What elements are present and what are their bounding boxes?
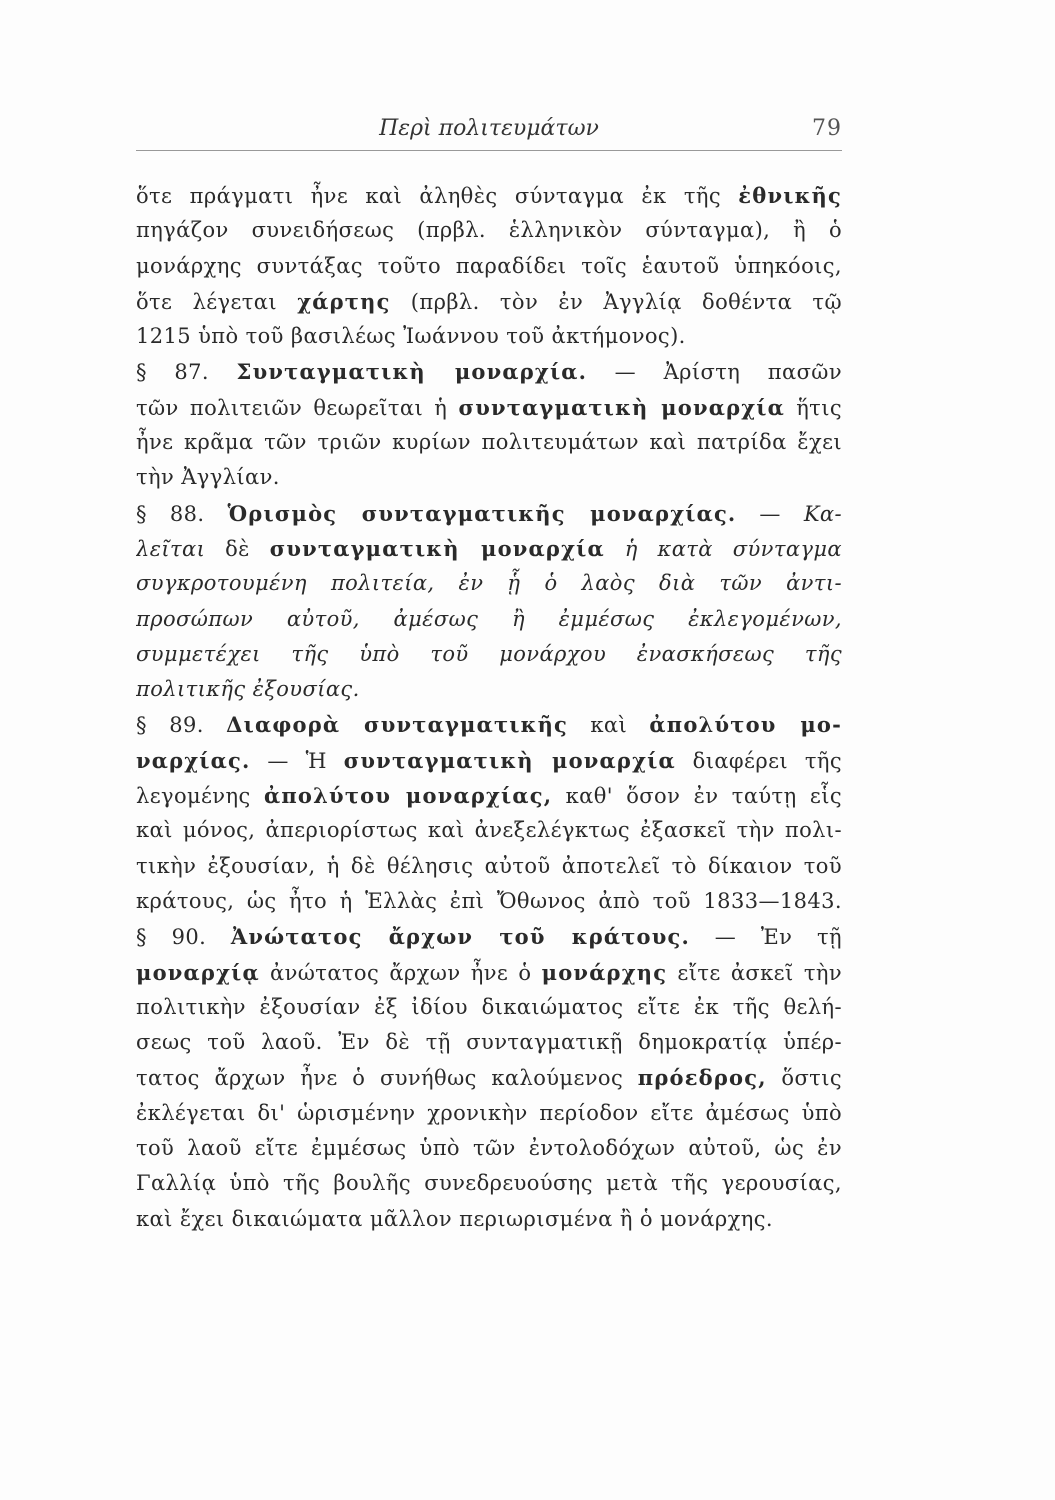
text-line bbox=[136, 213, 842, 248]
text-line bbox=[136, 1202, 842, 1237]
text-run: § 87. bbox=[136, 360, 237, 385]
text-run: καὶ μόνος, ἀπεριορίστως καὶ ἀνεξελέγκτως ἐξασκεῖ τὴν πολι- bbox=[136, 818, 842, 843]
text-run: — Ἀρίστη πασῶν bbox=[587, 360, 842, 385]
text-run: ἥτις bbox=[784, 395, 842, 420]
text-run: Γαλλίᾳ ὑπὸ τῆς βουλῆς συνεδρευούσης μετὰ τῆς γερουσίας, bbox=[136, 1171, 842, 1196]
text-line bbox=[136, 425, 842, 460]
text-run: § 89. bbox=[136, 713, 227, 738]
bold-term: ἀπολύτου μο- bbox=[649, 712, 842, 738]
italic-text: ἡ κατὰ σύνταγμα bbox=[604, 536, 842, 561]
text-run: τῶν πολιτειῶν θεωρεῖται ἡ bbox=[136, 395, 459, 420]
bold-term: ἀπολύτου μοναρχίας, bbox=[263, 783, 553, 809]
italic-text: λεῖται bbox=[136, 536, 206, 561]
text-line bbox=[136, 1096, 842, 1131]
text-line bbox=[136, 354, 842, 389]
text-run: ἀνώτατος ἄρχων ἦνε ὁ bbox=[259, 960, 542, 985]
bold-term: Συνταγματικὴ μοναρχία. bbox=[236, 359, 588, 385]
text-run: (πρβλ. τὸν ἐν Ἀγγλίᾳ δοθέντα τῷ bbox=[390, 289, 842, 314]
bold-term: μονάρχης bbox=[541, 959, 668, 985]
text-line bbox=[136, 531, 842, 566]
page-number: 79 bbox=[812, 116, 842, 141]
text-line bbox=[136, 1060, 842, 1095]
page-header bbox=[136, 112, 842, 152]
bold-term: συνταγματικὴ μοναρχία bbox=[458, 394, 785, 420]
text-line bbox=[136, 460, 842, 495]
text-line bbox=[136, 1131, 842, 1166]
text-run: καθ' ὅσον ἐν ταύτῃ εἷς bbox=[552, 784, 842, 809]
text-run: κράτους, ὡς ἦτο ἡ Ἑλλὰς ἐπὶ Ὄθωνος ἀπὸ τοῦ 1833—1843. bbox=[136, 888, 842, 913]
text-run: 1215 ὑπὸ τοῦ βασιλέως Ἰωάννου τοῦ ἀκτήμονος). bbox=[136, 324, 686, 349]
italic-text: συμμετέχει τῆς ὑπὸ τοῦ μονάρχου ἐνασκήσεως τῆς bbox=[136, 641, 842, 666]
text-line bbox=[136, 707, 842, 742]
text-run: ἦνε κρᾶμα τῶν τριῶν κυρίων πολιτευμάτων καὶ πατρίδα ἔχει bbox=[136, 430, 842, 455]
text-run: τὴν Ἀγγλίαν. bbox=[136, 465, 280, 490]
text-run: καὶ ἔχει δικαιώματα μᾶλλον περιωρισμένα ἢ ὁ μονάρχης. bbox=[136, 1206, 773, 1231]
text-line bbox=[136, 849, 842, 884]
text-line bbox=[136, 249, 842, 284]
text-line bbox=[136, 496, 842, 531]
text-line bbox=[136, 284, 842, 319]
text-line bbox=[136, 319, 842, 354]
text-line bbox=[136, 1166, 842, 1201]
text-run: ἐκλέγεται δι' ὡρισμένην χρονικὴν περίοδον εἴτε ἀμέσως ὑπὸ bbox=[136, 1100, 842, 1125]
text-line bbox=[136, 178, 842, 213]
text-run: — Ἡ bbox=[250, 748, 344, 773]
bold-term: πρόεδρος, bbox=[637, 1065, 767, 1091]
text-run: § 90. bbox=[136, 925, 231, 950]
text-run: § 88. bbox=[136, 501, 228, 526]
text-run: — bbox=[736, 501, 804, 526]
text-line bbox=[136, 778, 842, 813]
text-line bbox=[136, 743, 842, 778]
italic-text: συγκροτουμένη πολιτεία, ἐν ᾗ ὁ λαὸς διὰ τῶν ἀντι- bbox=[136, 571, 842, 596]
text-line bbox=[136, 919, 842, 954]
italic-text: Κα- bbox=[803, 501, 842, 526]
bold-term: ἐθνικῆς bbox=[738, 183, 842, 208]
bold-term: Ὁρισμὸς συνταγματικῆς μοναρχίας. bbox=[227, 500, 737, 526]
text-line bbox=[136, 990, 842, 1025]
text-line bbox=[136, 1025, 842, 1060]
running-title: Περὶ πολιτευμάτων bbox=[379, 116, 599, 141]
text-run: τοῦ λαοῦ εἴτε ἐμμέσως ὑπὸ τῶν ἐντολοδόχων αὐτοῦ, ὡς ἐν bbox=[136, 1136, 842, 1161]
text-run: καὶ bbox=[568, 713, 650, 738]
text-run: εἴτε ἀσκεῖ τὴν bbox=[667, 960, 842, 985]
header-rule bbox=[136, 150, 842, 151]
text-line bbox=[136, 672, 842, 707]
text-line bbox=[136, 813, 842, 848]
text-line bbox=[136, 637, 842, 672]
text-run: τατος ἄρχων ἦνε ὁ συνήθως καλούμενος bbox=[136, 1066, 638, 1091]
text-run: μονάρχης συντάξας τοῦτο παραδίδει τοῖς ἑαυτοῦ ὑπηκόοις, bbox=[136, 253, 842, 278]
text-run: δὲ bbox=[205, 536, 270, 561]
italic-text: προσώπων αὐτοῦ, ἀμέσως ἢ ἐμμέσως ἐκλεγομένων, bbox=[136, 606, 842, 631]
text-line bbox=[136, 566, 842, 601]
bold-term: μοναρχίᾳ bbox=[136, 959, 260, 985]
text-line bbox=[136, 390, 842, 425]
text-line bbox=[136, 602, 842, 637]
text-run: σεως τοῦ λαοῦ. Ἐν δὲ τῇ συνταγματικῇ δημοκρατίᾳ ὑπέρ- bbox=[136, 1030, 842, 1055]
text-run: τικὴν ἐξουσίαν, ἡ δὲ θέλησις αὐτοῦ ἀποτελεῖ τὸ δίκαιον τοῦ bbox=[136, 853, 842, 878]
bold-term: Ἀνώτατος ἄρχων τοῦ κράτους. bbox=[230, 924, 691, 950]
text-run: ὅτε πράγματι ἦνε καὶ ἀληθὲς σύνταγμα ἐκ τῆς bbox=[136, 184, 739, 208]
text-line bbox=[136, 884, 842, 919]
text-run: πολιτικὴν ἐξουσίαν ἐξ ἰδίου δικαιώματος εἴτε ἐκ τῆς θελή- bbox=[136, 994, 842, 1019]
text-run: πηγάζον συνειδήσεως (πρβλ. ἑλληνικὸν σύνταγμα), ἢ ὁ bbox=[136, 218, 842, 243]
bold-term: χάρτης bbox=[297, 288, 391, 314]
bold-term: Διαφορὰ συνταγματικῆς bbox=[226, 712, 569, 738]
text-run: λεγομένης bbox=[136, 784, 264, 809]
bold-term: συνταγματικὴ μοναρχία bbox=[343, 747, 676, 773]
body-text bbox=[136, 178, 842, 1237]
italic-text: πολιτικῆς ἐξουσίας. bbox=[136, 677, 360, 702]
text-run: διαφέρει τῆς bbox=[675, 748, 842, 773]
text-run: ὅστις bbox=[766, 1066, 842, 1091]
text-line bbox=[136, 955, 842, 990]
text-run: ὅτε λέγεται bbox=[136, 289, 298, 314]
bold-term: συνταγματικὴ μοναρχία bbox=[269, 535, 605, 561]
text-run: — Ἐν τῇ bbox=[690, 925, 842, 950]
bold-term: ναρχίας. bbox=[136, 747, 251, 773]
